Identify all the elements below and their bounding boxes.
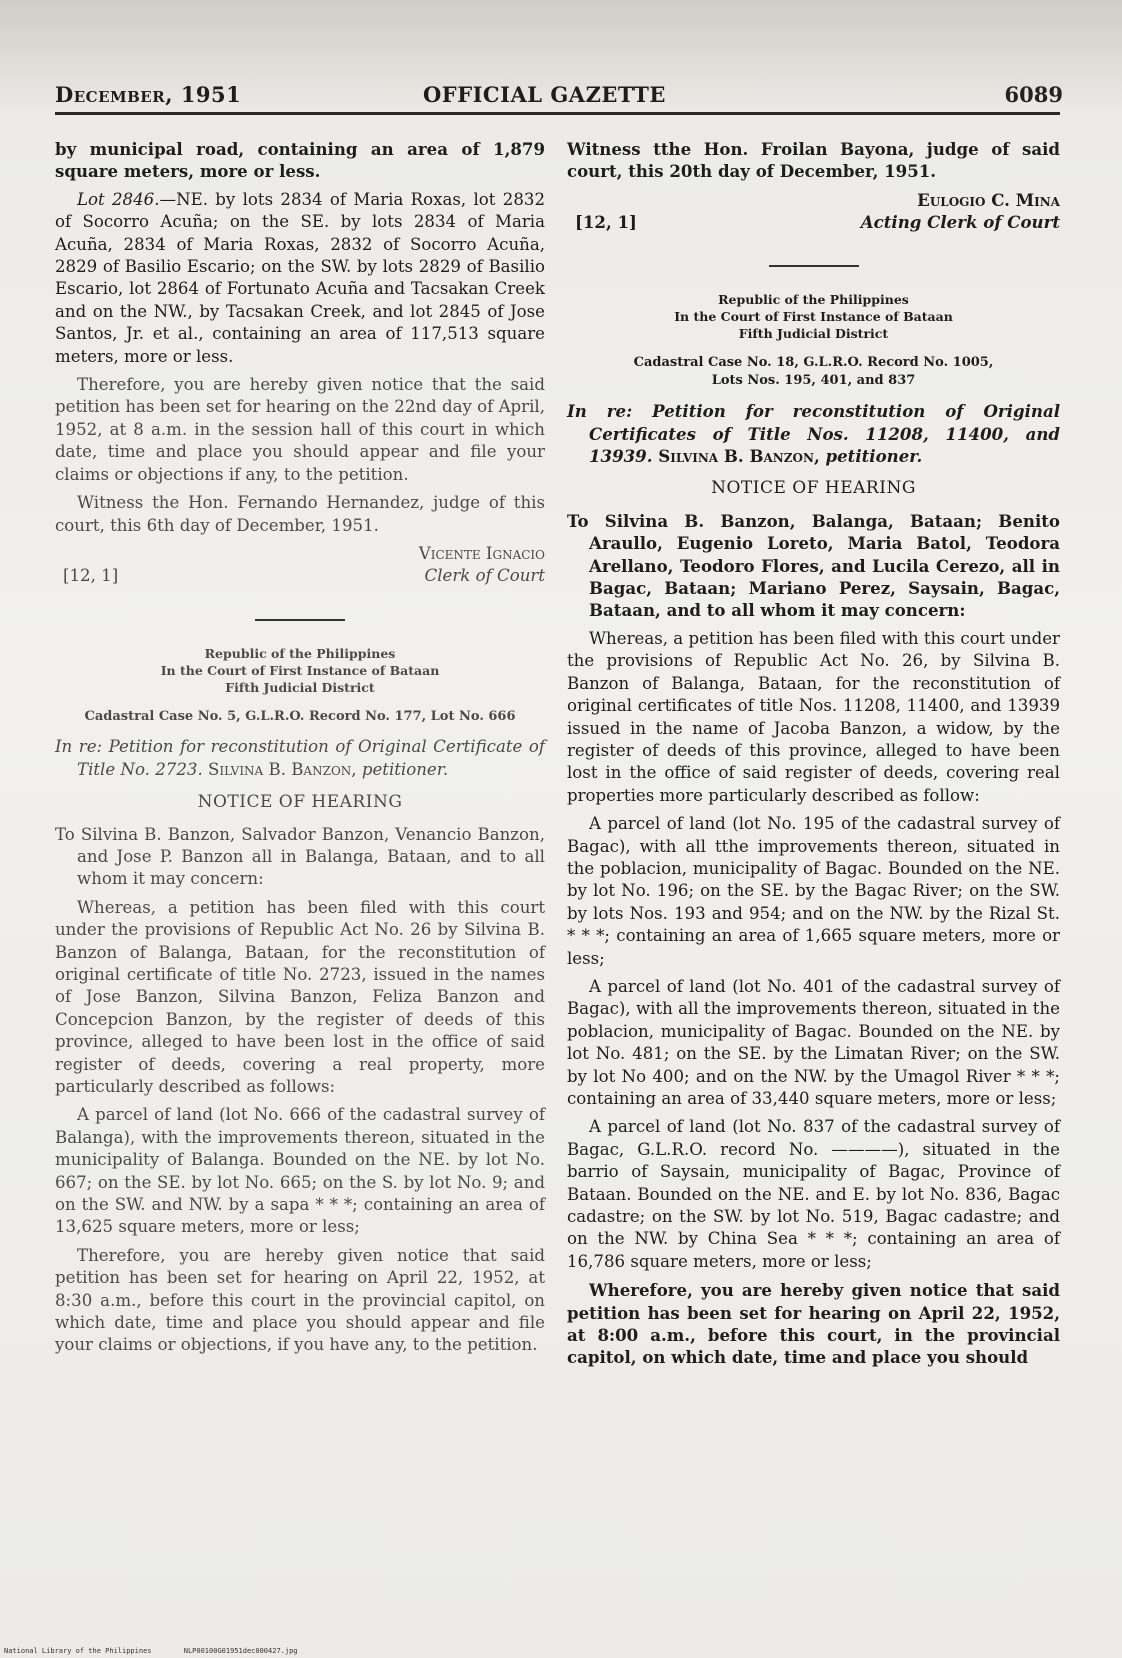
issue-reference-2: [12, 1] xyxy=(575,212,637,233)
lot-2846-paragraph xyxy=(55,189,545,368)
case-lots-line: Lots Nos. 195, 401, and 837 xyxy=(711,373,916,389)
parcel-lot-401: A parcel of land (lot No. 401 of the cadastral survey of Bagac), with all the improvements thereon, situated in the poblacion, municipality of Bagac. Bounded on the NE. by lot No. 481; on the SE. by the Limatan River; on the SW. by lot No 400; and on the NW. by the Umagol River * * *; containing an area of 33,440 square meters, more or less; xyxy=(567,976,1060,1108)
therefore-paragraph-1: Therefore, you are hereby given notice that the said petition has been set for hearing on the 22nd day of April, 1952, at 8 a.m. in the session hall of this court in which date, time and place you should appear and file your claims or objections if any, to the petition. xyxy=(55,375,545,484)
parcel-lot-195: A parcel of land (lot No. 195 of the cadastral survey of Bagac), with all tthe improvements thereon, situated in the poblacion, municipality of Bagac. Bounded on the NE. by lot No. 196; on the SE. by the Bagac River; on the SW. by lots Nos. 193 and 954; and on the NW. by the Rizal St. * * *; containing an area of 1,665 square meters, more or less; xyxy=(567,814,1060,968)
in-re-petition-2: In re: Petition for reconstitution of Original Certificates of Title Nos. 11208, 11400, and 13939. xyxy=(567,401,1060,467)
header-date: December, 1951 xyxy=(55,82,242,107)
signer-name-2: Eulogio C. Mina xyxy=(917,189,1060,210)
petitioner-label: petitioner. xyxy=(361,759,449,779)
header-publication-title: OFFICIAL GAZETTE xyxy=(423,82,666,107)
court-republic: Republic of the Philippines xyxy=(204,646,396,662)
section-separator-1 xyxy=(255,619,345,621)
petitioner-name-2: Silvina B. Banzon, xyxy=(658,446,820,467)
court-name: In the Court of First Instance of Bataan xyxy=(160,663,440,679)
witness-paragraph-2: Witness tthe Hon. Froilan Bayona, judge of said court, this 20th day of December, 1951. xyxy=(567,139,1060,182)
right-column xyxy=(567,138,1060,1375)
case-number-line: Cadastral Case No. 18, G.L.R.O. Record No. 1005, xyxy=(633,355,994,371)
footer-filename: NLP00100G01951dec000427.jpg xyxy=(183,1647,298,1655)
lot-2846-label: Lot 2846. xyxy=(77,189,160,209)
lot-2846-description: —NE. by lots 2834 of Maria Roxas, lot 2832 of Socorro Acuña; on the SE. by lots 2834 of Maria Acuña, 2834 of Maria Roxas, 2832 of Socorro Acuña, 2829 of Basilio Escario; on the SW. by lots 2829 of Basilio Escario, lot 2864 of Fortunato Acuña and Tacsakan Creek and on the NW., by Tacsakan Creek, and lot 2845 of Jose Santos, Jr. et al., containing an area of 117,513 square meters, more or less. xyxy=(55,189,545,366)
case-heading: Cadastral Case No. 5, G.L.R.O. Record No. 177, Lot No. 666 xyxy=(84,709,516,725)
parcel-lot-666: A parcel of land (lot No. 666 of the cadastral survey of Balanga), with the improvements thereon, situated in the municipality of Balanga. Bounded on the NE. by lot No. 667; on the SE. by lot No. 665; on the S. by lot No. 9; and on the SW. and NW. by a sapa * * *; containing an area of 13,625 square meters, more or less; xyxy=(55,1105,545,1237)
header-rule xyxy=(55,112,1060,115)
wherefore-paragraph: Wherefore, you are hereby given notice that said petition has been set for hearing on April 22, 1952, at 8:00 a.m., before this court, in the provincial capitol, on which date, time and place you should xyxy=(567,1280,1060,1368)
in-re-petition: In re: Petition for reconstitution of Original Certificate of Title No. 2723. xyxy=(55,737,545,779)
addressees: To Silvina B. Banzon, Salvador Banzon, Venancio Banzon, and Jose P. Banzon all in Balanga, Bataan, and to all whom it may concern: xyxy=(55,824,545,889)
signature-row-2 xyxy=(567,211,1060,237)
notice-of-hearing-title: NOTICE OF HEARING xyxy=(197,792,403,813)
header-page-number: 6089 xyxy=(1004,82,1063,107)
court-name-2: In the Court of First Instance of Bataan xyxy=(674,309,953,325)
petitioner-label-2: petitioner. xyxy=(825,446,923,467)
case-heading-2 xyxy=(567,354,1060,390)
addressees-2: To Silvina B. Banzon, Balanga, Bataan; Benito Araullo, Eugenio Loreto, Maria Batol, Teodora Arellano, Teodoro Flores, and Lucila Cerezo, all in Bagac, Bataan; Mariano Perez, Saysain, Bagac, Bataan, and to all whom it may concern: xyxy=(567,510,1060,621)
issue-reference-1: [12, 1] xyxy=(63,566,119,586)
parcel-lot-837: A parcel of land (lot No. 837 of the cadastral survey of Bagac, G.L.R.O. record No. ————), situated in the barrio of Saysain, municipality of Bagac, Province of Bataan. Bounded on the NE. and E. by lot No. 836, Bagac cadastre; on the SW. by lot No. 519, Bagac cadastre; and on the NW. by China Sea * * *; containing an area of 16,786 square meters, more or less; xyxy=(567,1117,1060,1271)
petitioner-name: Silvina B. Banzon, xyxy=(208,759,357,779)
whereas-paragraph-2: Whereas, a petition has been filed with this court under the provisions of Republic Act No. 26, by Silvina B. Banzon of Balanga, Bataan, for the reconstitution of original certificates of title Nos. 11208, 11400, and 13939 issued in the name of Jacoba Banzon, a widow, by the register of deeds of this province, alleged to have been lost in the office of said register of deeds, covering real properties more particularly described as follow: xyxy=(567,628,1060,805)
continued-lot-text: by municipal road, containing an area of 1,879 square meters, more or less. xyxy=(55,139,545,182)
court-republic-2: Republic of the Philippines xyxy=(718,292,909,308)
left-column xyxy=(55,138,545,1363)
witness-paragraph-1: Witness the Hon. Fernando Hernandez, judge of this court, this 6th day of December, 1951. xyxy=(55,493,545,535)
signature-row-1 xyxy=(55,565,545,591)
whereas-paragraph: Whereas, a petition has been filed with this court under the provisions of Republic Act No. 26 by Silvina B. Banzon of Balanga, Bataan, for the reconstitution of original certificate of title No. 2723, issued in the names of Jose Banzon, Silvina Banzon, Feliza Banzon and Concepcion Banzon, by the register of deeds of this province, alleged to have been lost in the office of said register of deeds, covering a real property, more particularly described as follows: xyxy=(55,897,545,1096)
section-separator-2 xyxy=(769,265,859,267)
therefore-paragraph-2: Therefore, you are hereby given notice that said petition has been set for hearing on April 22, 1952, at 8:30 a.m., before this court in the provincial capitol, on which date, time and place you should appear and file your claims or objections, if you have any, to the petition. xyxy=(55,1245,545,1355)
court-district: Fifth Judicial District xyxy=(225,680,375,696)
signer-name-1: Vicente Ignacio xyxy=(418,543,545,563)
in-re-caption-2 xyxy=(567,400,1060,467)
in-re-caption xyxy=(55,736,545,781)
notice-of-hearing-title-2: NOTICE OF HEARING xyxy=(711,478,916,499)
footer-library: National Library of the Philippines xyxy=(4,1647,152,1655)
signer-role-2: Acting Clerk of Court xyxy=(860,212,1060,233)
signer-role-1: Clerk of Court xyxy=(424,566,545,586)
scan-footer xyxy=(4,1647,326,1655)
court-district-2: Fifth Judicial District xyxy=(738,326,889,342)
